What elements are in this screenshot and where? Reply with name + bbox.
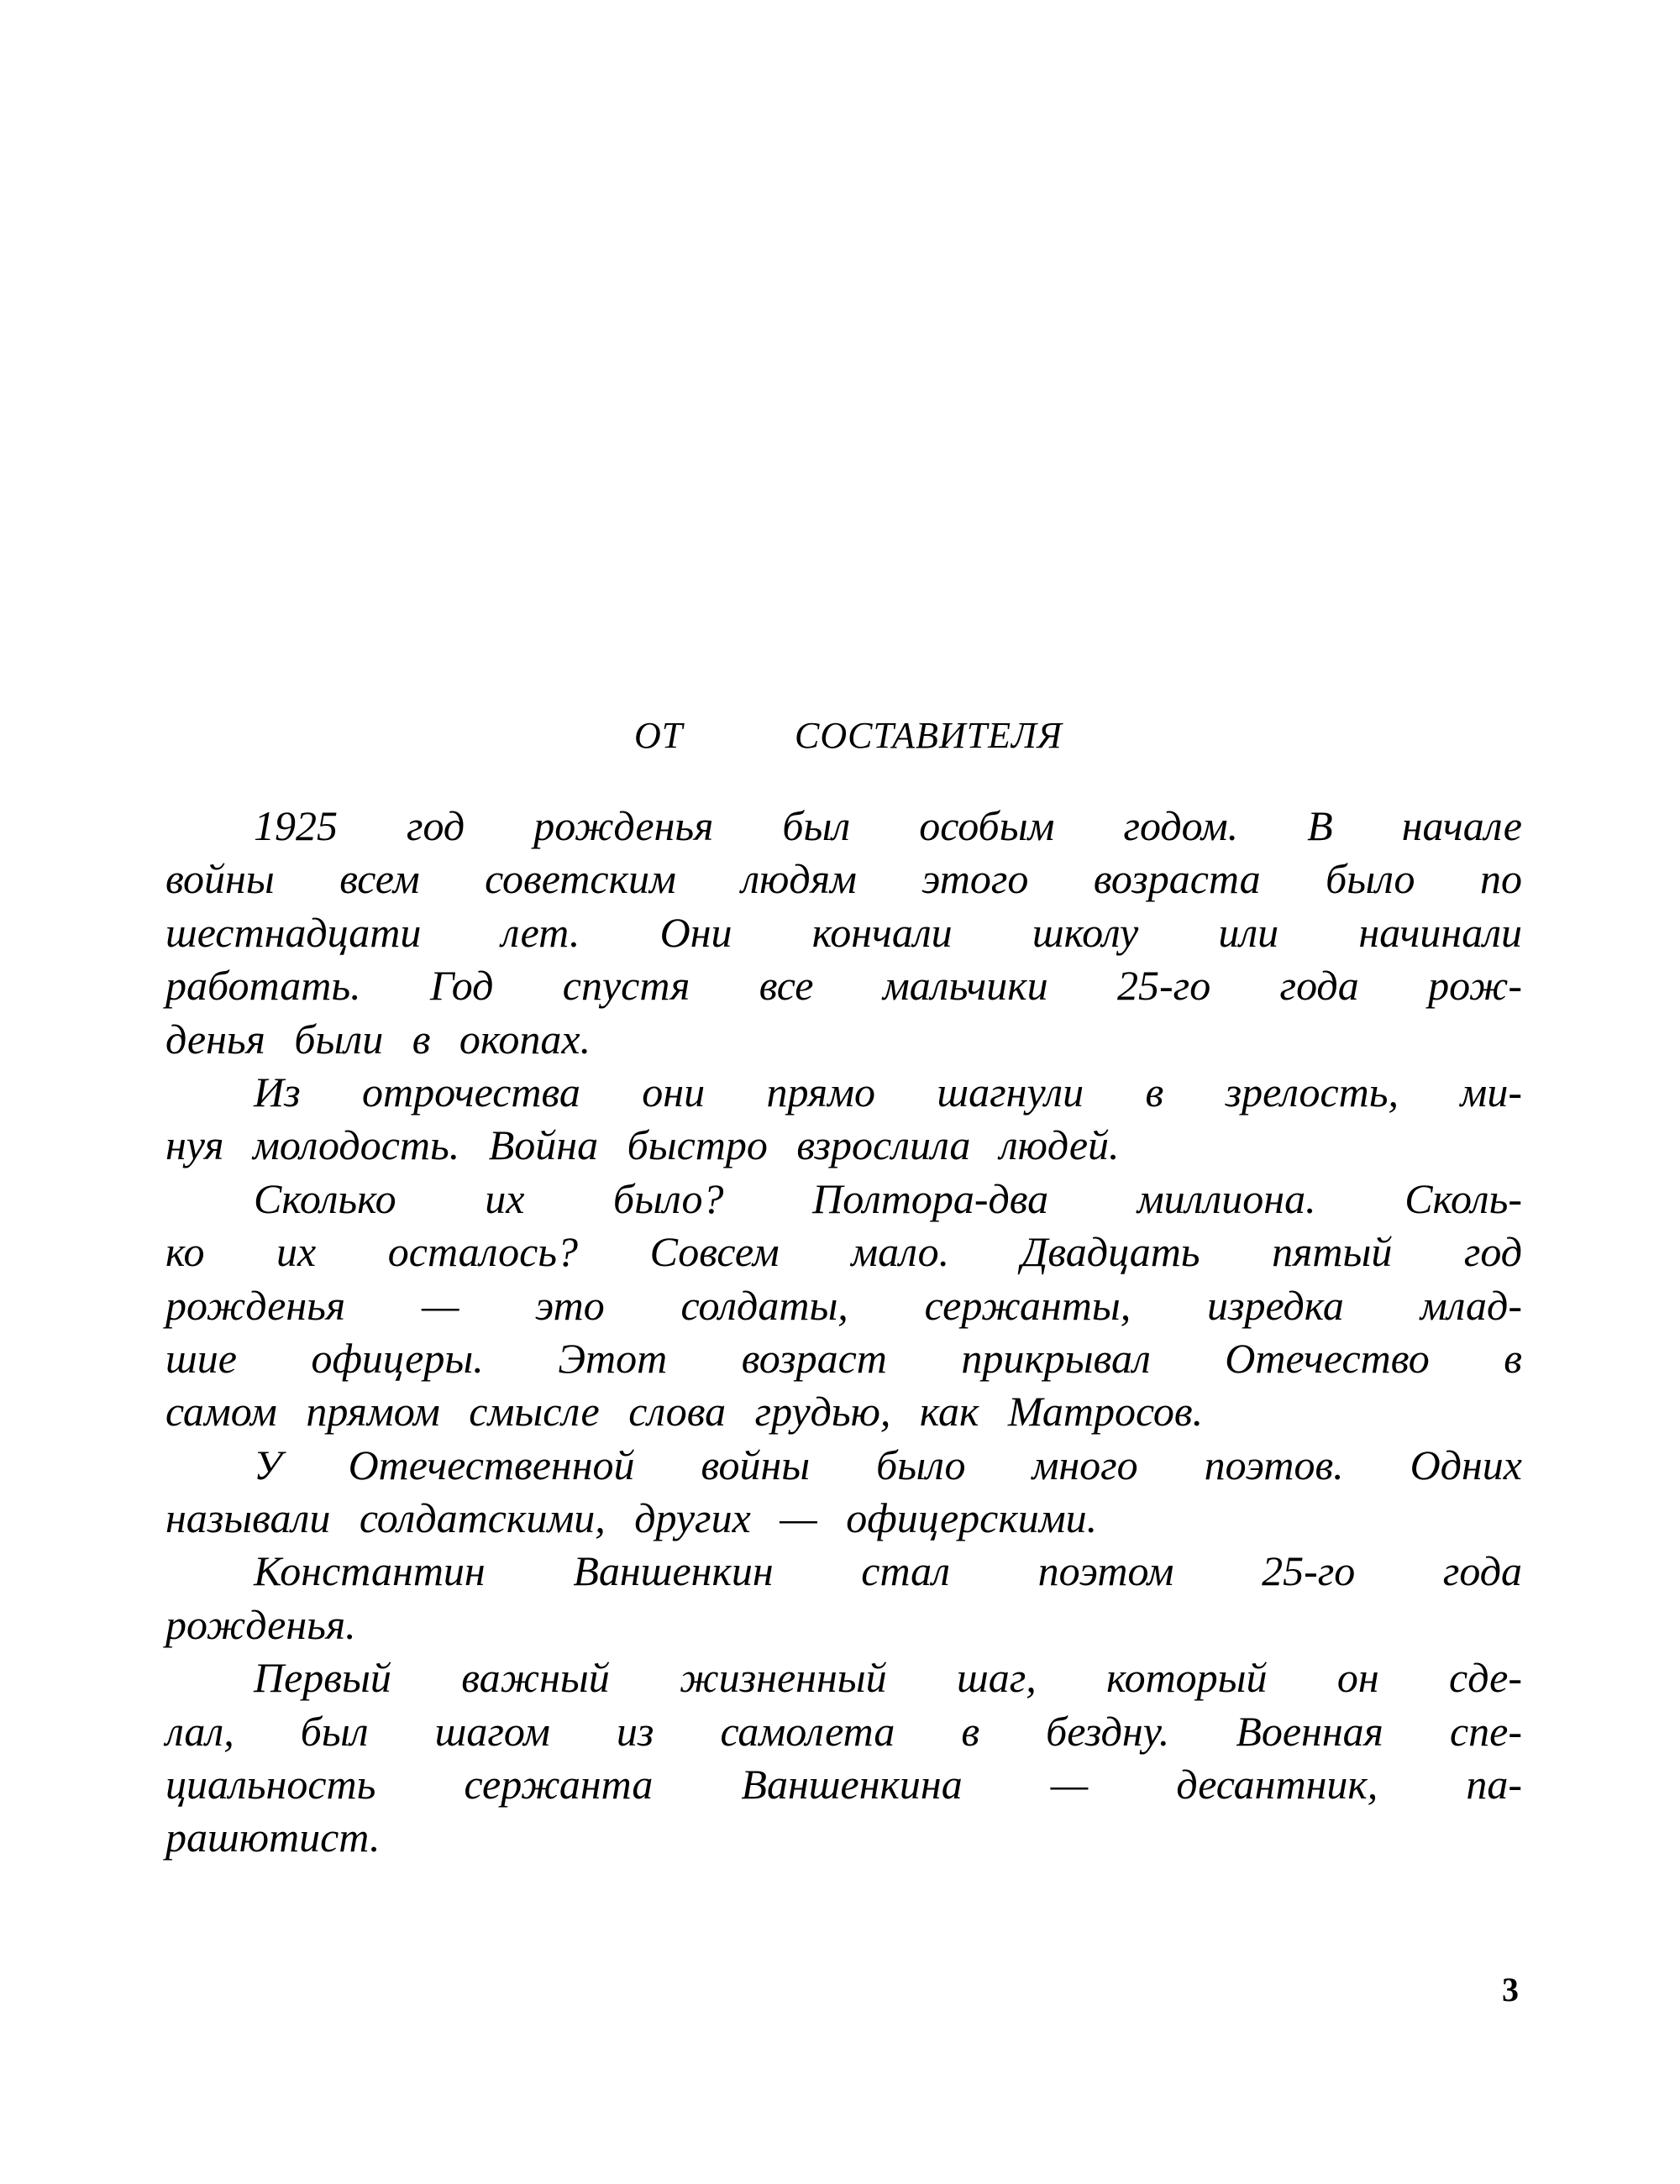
text-line: Из отрочества они прямо шагнули в зрелость, ми- — [254, 1068, 1522, 1116]
text-line: рашютист. — [165, 1814, 381, 1861]
text-line: Первый важный жизненный шаг, который он сде- — [254, 1654, 1522, 1702]
text-line: Сколько их было? Полтора-два миллиона. Сколь- — [254, 1174, 1522, 1222]
text-line: шестнадцати лет. Они кончали школу или начинали — [165, 908, 1522, 956]
text-line: рожденья — это солдаты, сержанты, изредка млад- — [165, 1281, 1522, 1329]
paragraph — [165, 1066, 1522, 1173]
text-line: циальность сержанта Ваншенкина — десантник, па- — [165, 1761, 1522, 1809]
text-line: нуя молодость. Война быстро взрослила людей. — [165, 1121, 1120, 1169]
text-line: У Отечественной войны было много поэтов. Одних — [254, 1441, 1522, 1488]
text-line: называли солдатскими, других — офицерскими. — [165, 1494, 1098, 1542]
paragraph — [165, 1545, 1522, 1651]
section-heading — [0, 714, 1680, 764]
text-line: шие офицеры. Этот возраст прикрывал Отечество в — [165, 1334, 1522, 1382]
paragraph — [165, 1173, 1522, 1439]
text-line: рожденья. — [165, 1600, 356, 1648]
text-line: самом прямом смысле слова грудью, как Матросов. — [165, 1388, 1204, 1436]
text-line: денья были в окопах. — [165, 1015, 591, 1063]
text-line: войны всем советским людям этого возраста было по — [165, 855, 1522, 903]
paragraph — [165, 1439, 1522, 1546]
text-line: работать. Год спустя все мальчики 25-го года рож- — [165, 962, 1522, 1010]
heading-word-sostavitelya: СОСТАВИТЕЛЯ — [795, 715, 1063, 756]
text-line: 1925 год рожденья был особым годом. В начале — [254, 802, 1522, 849]
text-line: лал, был шагом из самолета в бездну. Военная спе- — [165, 1707, 1522, 1755]
page-number: 3 — [1502, 1971, 1519, 2008]
heading-word-ot: ОТ — [634, 715, 684, 756]
body-text — [165, 800, 1522, 1865]
paragraph — [165, 1651, 1522, 1865]
text-line: Константин Ваншенкин стал поэтом 25-го года — [254, 1547, 1522, 1595]
paragraph — [165, 800, 1522, 1066]
text-line: ко их осталось? Совсем мало. Двадцать пятый год — [165, 1228, 1522, 1276]
